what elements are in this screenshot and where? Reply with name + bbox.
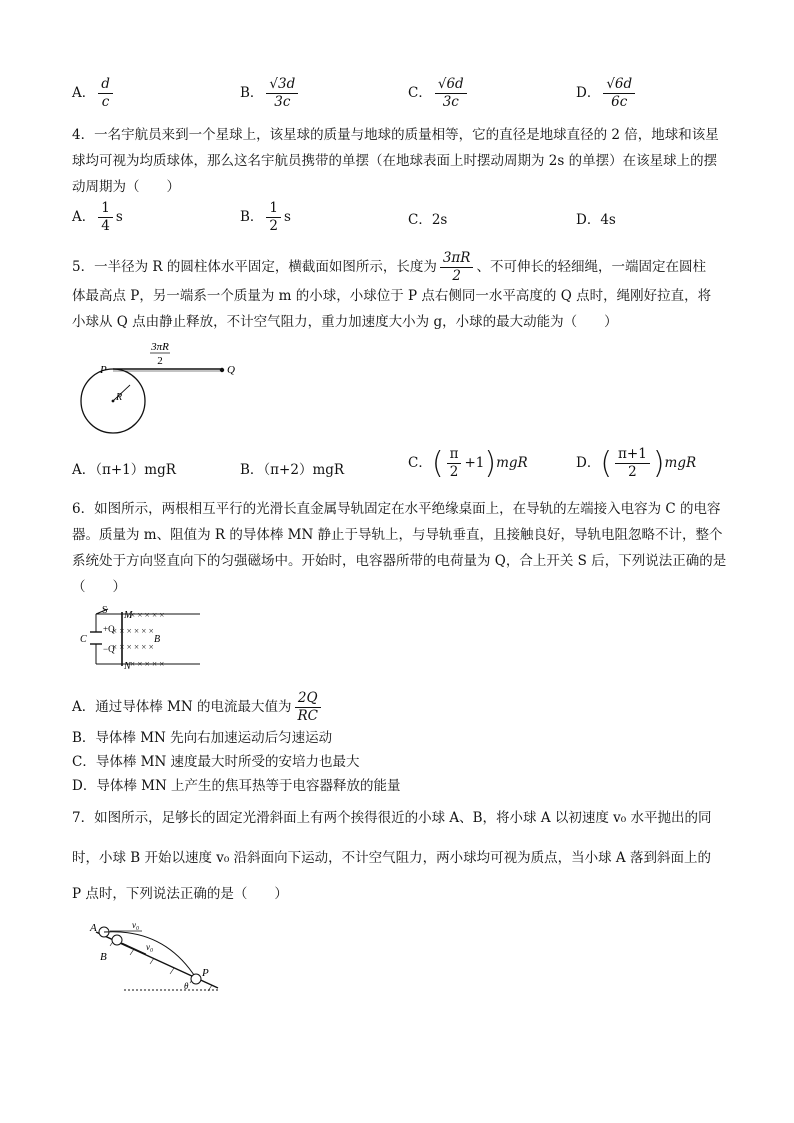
- q6-fig-label-m: M: [124, 610, 133, 621]
- q7-fig-ball-p: [191, 974, 201, 984]
- q5-stem-line-1: 5．一半径为 R 的圆柱体水平固定，横截面如图所示，长度为 $\frac{3\pi R}{2}$ 、不可伸长的轻细绳，一端固定在圆柱: [72, 250, 706, 284]
- q7-stem-line-2: 时，小球 B 开始以速度 v₀ 沿斜面向下运动，不计空气阻力，两小球均可视为质点，当小球 A 落到斜面上的: [72, 850, 711, 866]
- q5-figure: [70, 338, 250, 438]
- q5-fig-label-r: R: [116, 392, 123, 403]
- q6-stem: 6．如图所示，两根相互平行的光滑长直金属导轨固定在水平绝缘桌面上，在导轨的左端接入电容为 C 的电容器。质量为 m、阻值为 R 的导体棒 MN 静止于导轨上，与导轨垂直，且接触良好，导轨电阻忽略不计，整个系统处于方向竖直向下的匀强磁场中。开始时，电容器所带的电荷量为 Q，合上开关 S 后，下列说法正确的是（ ）: [72, 501, 727, 595]
- q6-fig-label-c: C: [80, 634, 87, 645]
- q7-stem-line-3: P 点时，下列说法正确的是（ ）: [72, 886, 288, 902]
- svg-text:× × × × ×: × × × × ×: [130, 659, 165, 669]
- q4-option-c: C．2s: [408, 212, 448, 228]
- q6-fig-label-n: N: [124, 661, 131, 672]
- q5-fig-label-p: P: [100, 364, 107, 376]
- q6-fig-label-plus-q: +Q: [103, 624, 115, 634]
- q6-option-c: C．导体棒 MN 速度最大时所受的安培力也最大: [72, 754, 360, 770]
- q5-stem-line-3: 小球从 Q 点由静止释放，不计空气阻力，重力加速度大小为 g，小球的最大动能为（ ）: [72, 314, 618, 330]
- q7-fig-ball-b: [112, 935, 122, 945]
- q7-figure: [84, 918, 229, 998]
- q3-option-c: C． $\frac{√6d}{3c}$: [408, 76, 470, 111]
- q7-fig-label-v0-b: v₀: [146, 942, 154, 952]
- svg-text:× × × × × ×: × × × × × ×: [112, 642, 154, 652]
- q6-fig-label-minus-q: −Q: [103, 644, 115, 654]
- q7-fig-label-theta: θ: [184, 981, 189, 991]
- q3-option-b: B． $\frac{√3d}{3c}$: [240, 76, 301, 111]
- q4-option-d: D．4s: [576, 212, 616, 228]
- q7-fig-label-v0-a: v₀: [132, 920, 140, 930]
- q6-option-a: A．通过导体棒 MN 的电流最大值为 $\frac{2Q}{RC}$: [72, 690, 324, 725]
- q5-option-d: D．( $\frac{\pi+1}{2}$ )mgR: [576, 446, 697, 481]
- q5-option-c: C．( $\frac{\pi}{2}$ +1)mgR: [408, 446, 528, 481]
- q7-fig-v0-arrow-b: [122, 943, 146, 954]
- svg-text:× × × × ×: × × × × ×: [130, 610, 165, 620]
- q7-fig-label-a: A: [90, 922, 97, 934]
- q3-option-d: D． $\frac{√6d}{6c}$: [576, 76, 638, 111]
- q5-stem-line-2: 体最高点 P，另一端系一个质量为 m 的小球，小球位于 P 点右侧同一水平高度的 Q 点时，绳刚好拉直，将: [72, 288, 712, 304]
- q5-fig-length-num: 3πR: [151, 341, 169, 353]
- svg-text:× × × × × ×: × × × × × ×: [112, 626, 154, 636]
- q5-fig-center: [112, 400, 115, 403]
- q4-stem: 4．一名宇航员来到一个星球上，该星球的质量与地球的质量相等，它的直径是地球直径的 2 倍，地球和该星球均可视为均质球体，那么这名宇航员携带的单摆（在地球表面上时摆动周期为 2s 的单摆）在该星球上的摆动周期为（ ）: [72, 127, 719, 195]
- q5-fig-label-q: Q: [227, 364, 235, 376]
- q7-fig-label-b: B: [100, 951, 107, 963]
- q5-fig-length-den: 2: [157, 355, 163, 367]
- q7-fig-label-p: P: [202, 967, 209, 979]
- q3-option-a: A． $\frac{d}{c}$: [72, 76, 116, 111]
- q6-option-d: D．导体棒 MN 上产生的焦耳热等于电容器释放的能量: [72, 778, 401, 794]
- q5-option-a: A．（π+1）mgR: [72, 462, 176, 478]
- q4-option-a: A． $\frac{1}{4}$ s: [72, 200, 123, 234]
- q6-figure: [78, 606, 208, 672]
- q7-stem-line-1: 7．如图所示，足够长的固定光滑斜面上有两个挨得很近的小球 A、B，将小球 A 以初速度 v₀ 水平抛出的同: [72, 810, 712, 826]
- q5-fig-ball: [220, 368, 224, 372]
- q6-option-b: B．导体棒 MN 先向右加速运动后匀速运动: [72, 730, 333, 746]
- q6-fig-label-b: B: [154, 634, 161, 645]
- q5-option-b: B．（π+2）mgR: [240, 462, 345, 478]
- q6-fig-label-s: S: [102, 606, 108, 616]
- q4-option-b: B． $\frac{1}{2}$ s: [240, 200, 291, 234]
